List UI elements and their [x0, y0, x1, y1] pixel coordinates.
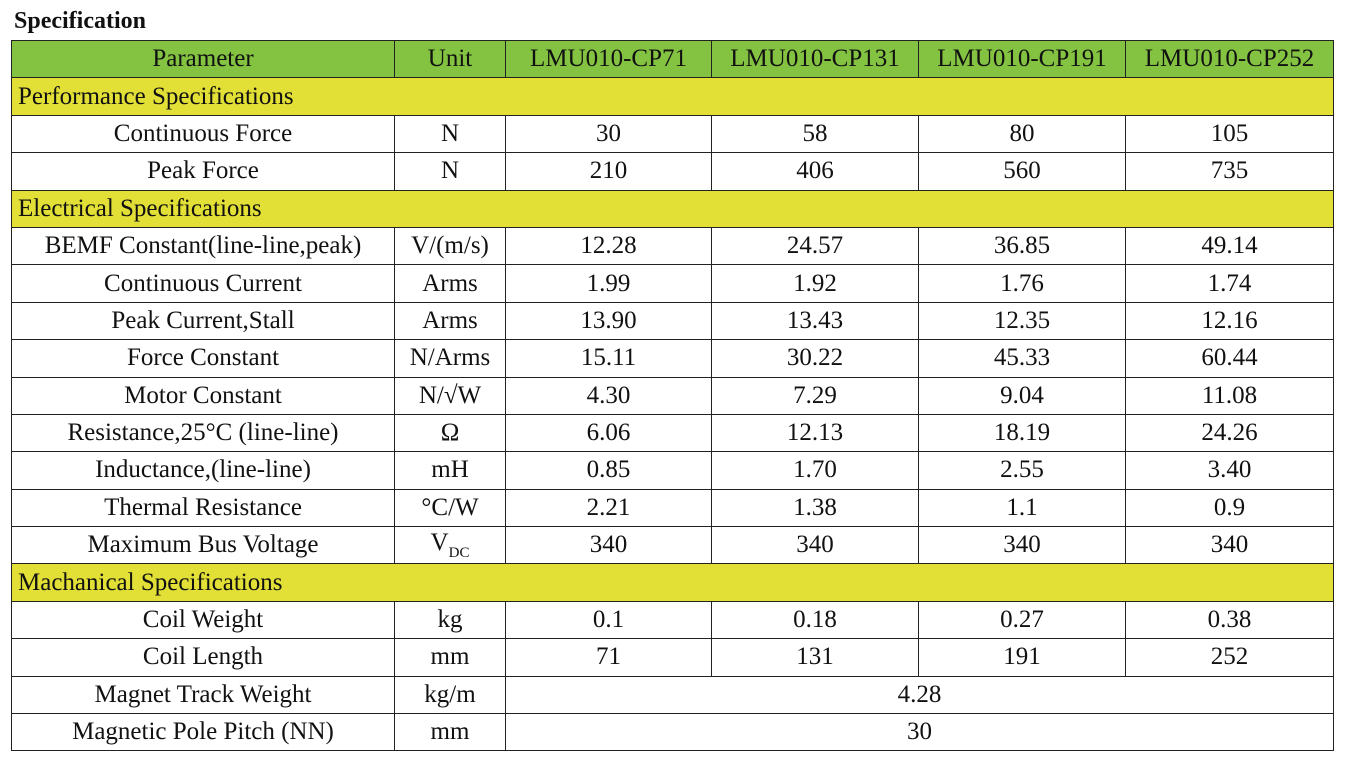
value-cell: 1.99: [506, 265, 712, 302]
unit-cell: N/√W: [395, 377, 506, 414]
table-row: [12, 377, 1334, 414]
unit-cell: kg: [395, 601, 506, 638]
table-row: [12, 414, 1334, 451]
value-cell: 252: [1126, 639, 1334, 676]
value-cell: 24.26: [1126, 414, 1334, 451]
value-cell: 7.29: [712, 377, 919, 414]
value-cell: 13.43: [712, 302, 919, 339]
section-title: Machanical Specifications: [12, 564, 1334, 601]
value-cell: 11.08: [1126, 377, 1334, 414]
param-cell: Peak Force: [12, 153, 395, 190]
param-cell: Continuous Force: [12, 115, 395, 152]
value-cell: 0.85: [506, 452, 712, 489]
table-row: [12, 489, 1334, 526]
unit-cell: V/(m/s): [395, 227, 506, 264]
value-cell: 0.9: [1126, 489, 1334, 526]
value-cell: 9.04: [919, 377, 1126, 414]
value-cell: 30: [506, 115, 712, 152]
merged-value-cell: 30: [506, 714, 1334, 751]
table-row: [12, 639, 1334, 676]
unit-cell: mm: [395, 639, 506, 676]
value-cell: 12.28: [506, 227, 712, 264]
unit-cell: Arms: [395, 302, 506, 339]
unit-cell: mm: [395, 714, 506, 751]
value-cell: 1.38: [712, 489, 919, 526]
param-cell: Magnet Track Weight: [12, 676, 395, 713]
header-parameter: Parameter: [12, 41, 395, 78]
section-row-performance: [12, 78, 1334, 115]
value-cell: 131: [712, 639, 919, 676]
value-cell: 406: [712, 153, 919, 190]
header-unit: Unit: [395, 41, 506, 78]
section-row-mechanical: [12, 564, 1334, 601]
table-row: [12, 452, 1334, 489]
value-cell: 0.18: [712, 601, 919, 638]
param-cell: Resistance,25°C (line-line): [12, 414, 395, 451]
param-cell: Continuous Current: [12, 265, 395, 302]
table-row: [12, 115, 1334, 152]
value-cell: 18.19: [919, 414, 1126, 451]
header-model: LMU010-CP71: [506, 41, 712, 78]
value-cell: 340: [506, 527, 712, 564]
table-row: [12, 227, 1334, 264]
unit-subscript: DC: [448, 544, 470, 561]
merged-value-cell: 4.28: [506, 676, 1334, 713]
value-cell: 105: [1126, 115, 1334, 152]
param-cell: Coil Weight: [12, 601, 395, 638]
value-cell: 58: [712, 115, 919, 152]
value-cell: 0.27: [919, 601, 1126, 638]
table-row: [12, 302, 1334, 339]
value-cell: 2.21: [506, 489, 712, 526]
unit-cell: Ω: [395, 414, 506, 451]
unit-cell: N/Arms: [395, 340, 506, 377]
param-cell: Thermal Resistance: [12, 489, 395, 526]
param-cell: Magnetic Pole Pitch (NN): [12, 714, 395, 751]
table-row: [12, 153, 1334, 190]
value-cell: 30.22: [712, 340, 919, 377]
value-cell: 45.33: [919, 340, 1126, 377]
value-cell: 80: [919, 115, 1126, 152]
table-header-row: [12, 41, 1334, 78]
value-cell: 4.30: [506, 377, 712, 414]
section-title: Performance Specifications: [12, 78, 1334, 115]
unit-cell: [395, 527, 506, 564]
header-model: LMU010-CP252: [1126, 41, 1334, 78]
param-cell: Coil Length: [12, 639, 395, 676]
table-row: [12, 601, 1334, 638]
page-title: Specification: [14, 8, 146, 34]
value-cell: 1.74: [1126, 265, 1334, 302]
section-row-electrical: [12, 190, 1334, 227]
value-cell: 15.11: [506, 340, 712, 377]
value-cell: 13.90: [506, 302, 712, 339]
unit-cell: Arms: [395, 265, 506, 302]
section-title: Electrical Specifications: [12, 190, 1334, 227]
table-row: [12, 527, 1334, 564]
param-cell: Maximum Bus Voltage: [12, 527, 395, 564]
value-cell: 71: [506, 639, 712, 676]
unit-main: V: [430, 528, 449, 556]
value-cell: 340: [919, 527, 1126, 564]
value-cell: 36.85: [919, 227, 1126, 264]
unit-cell: kg/m: [395, 676, 506, 713]
param-cell: BEMF Constant(line-line,peak): [12, 227, 395, 264]
header-model: LMU010-CP191: [919, 41, 1126, 78]
value-cell: 60.44: [1126, 340, 1334, 377]
unit-cell: N: [395, 153, 506, 190]
value-cell: 191: [919, 639, 1126, 676]
value-cell: 2.55: [919, 452, 1126, 489]
table-row: [12, 676, 1334, 713]
table-row: [12, 340, 1334, 377]
value-cell: 6.06: [506, 414, 712, 451]
value-cell: 49.14: [1126, 227, 1334, 264]
value-cell: 735: [1126, 153, 1334, 190]
value-cell: 12.13: [712, 414, 919, 451]
table-row: [12, 265, 1334, 302]
specification-table: [11, 40, 1334, 751]
value-cell: 210: [506, 153, 712, 190]
value-cell: 1.76: [919, 265, 1126, 302]
value-cell: 340: [1126, 527, 1334, 564]
value-cell: 12.16: [1126, 302, 1334, 339]
unit-cell: N: [395, 115, 506, 152]
value-cell: 0.1: [506, 601, 712, 638]
value-cell: 560: [919, 153, 1126, 190]
value-cell: 1.92: [712, 265, 919, 302]
header-model: LMU010-CP131: [712, 41, 919, 78]
param-cell: Force Constant: [12, 340, 395, 377]
value-cell: 3.40: [1126, 452, 1334, 489]
param-cell: Peak Current,Stall: [12, 302, 395, 339]
value-cell: 340: [712, 527, 919, 564]
table-row: [12, 714, 1334, 751]
value-cell: 1.70: [712, 452, 919, 489]
param-cell: Inductance,(line-line): [12, 452, 395, 489]
param-cell: Motor Constant: [12, 377, 395, 414]
value-cell: 1.1: [919, 489, 1126, 526]
value-cell: 24.57: [712, 227, 919, 264]
unit-cell: °C/W: [395, 489, 506, 526]
unit-cell: mH: [395, 452, 506, 489]
value-cell: 0.38: [1126, 601, 1334, 638]
value-cell: 12.35: [919, 302, 1126, 339]
